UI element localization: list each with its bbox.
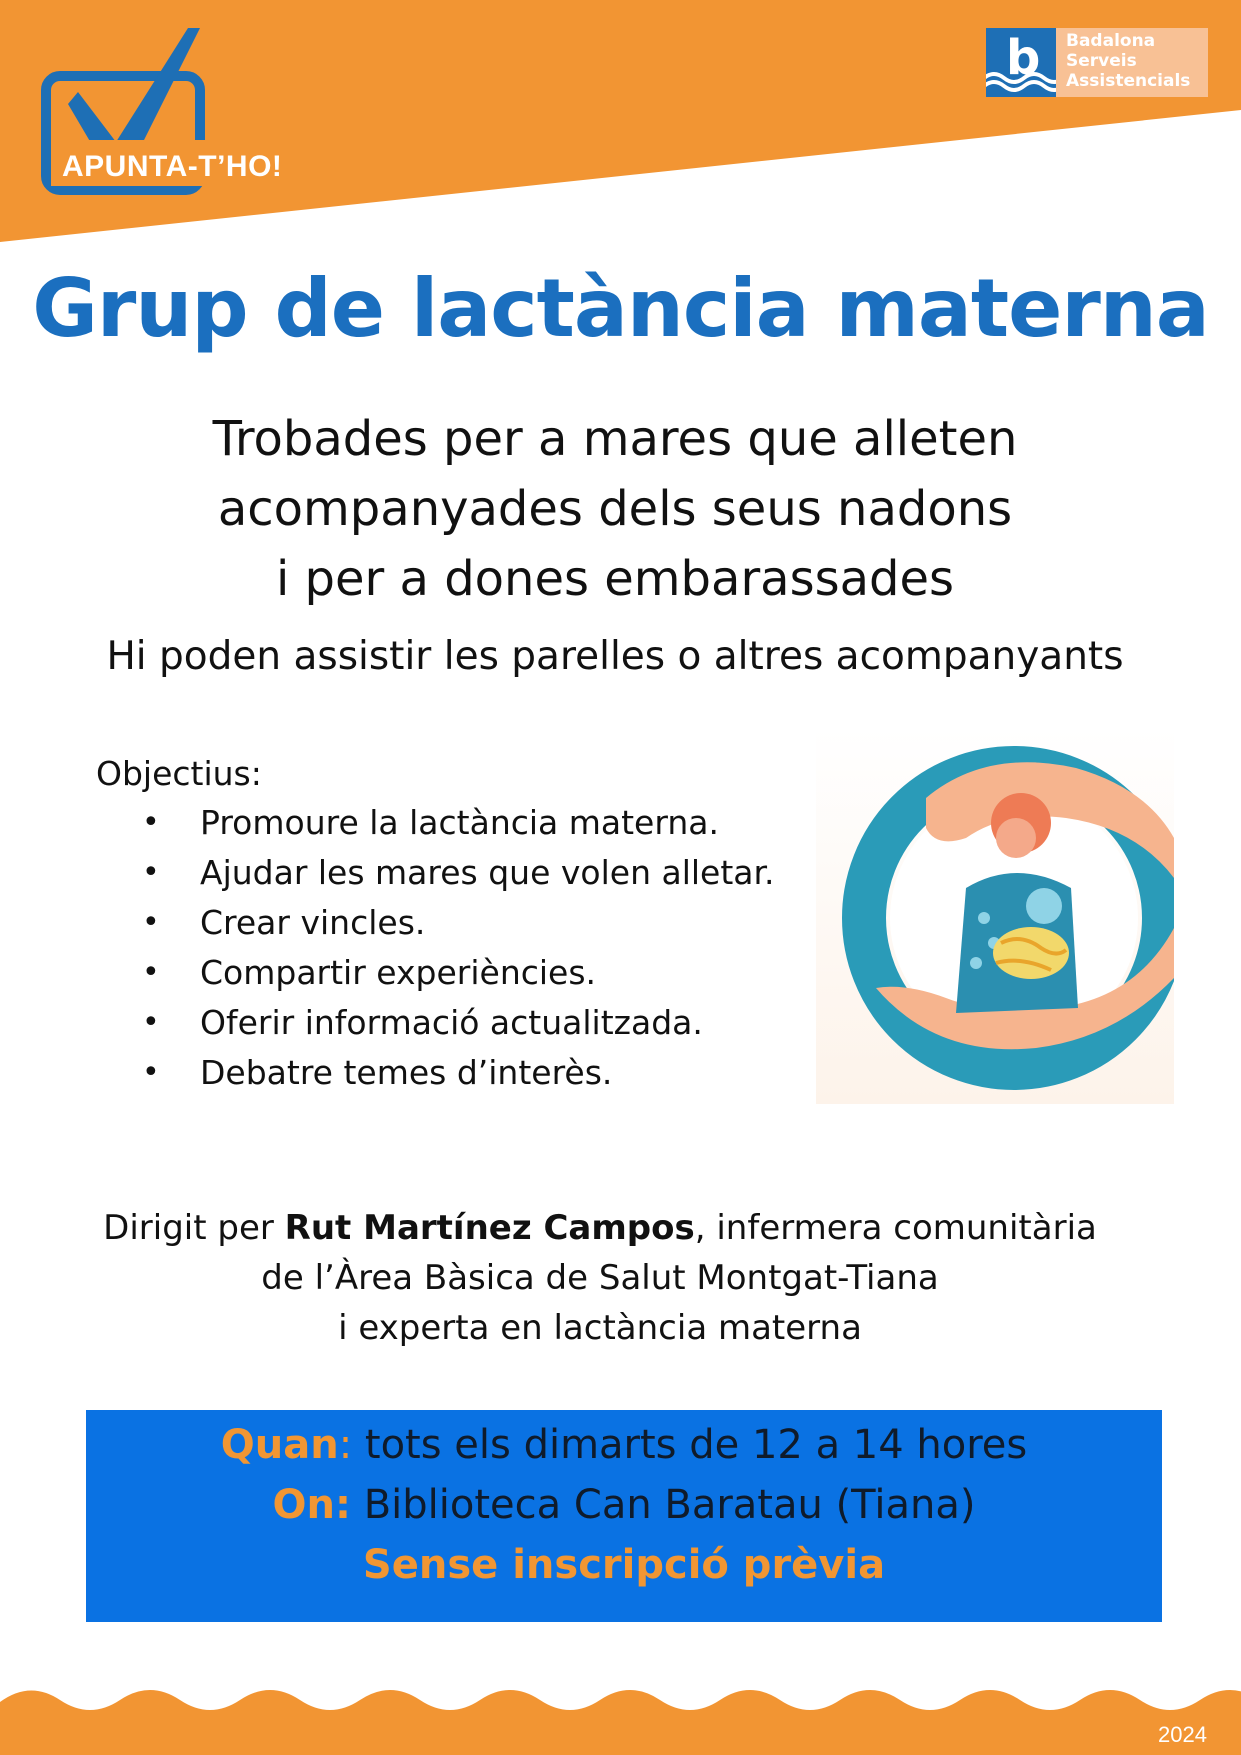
logo-b-mark xyxy=(986,28,1056,97)
bullet-icon: • xyxy=(142,855,160,890)
subtitle-line-2: acompanyades dels seus nadons xyxy=(217,481,1013,537)
bullet-icon: • xyxy=(142,905,160,940)
list-item xyxy=(96,798,816,848)
when-separator: : xyxy=(338,1422,353,1468)
badalona-logo xyxy=(986,28,1208,97)
registration-note: Sense inscripció prèvia xyxy=(362,1542,886,1588)
where-value: Biblioteca Can Baratau (Tiana) xyxy=(351,1482,976,1528)
subtitle xyxy=(0,404,1230,614)
bullet-icon: • xyxy=(142,955,160,990)
list-item xyxy=(96,898,816,948)
when-label: Quan xyxy=(220,1422,339,1468)
objective-text: Crear vincles. xyxy=(200,903,426,942)
logo-letter: b xyxy=(1006,30,1041,86)
logo-line-3: Assistencials xyxy=(1066,71,1191,91)
list-item xyxy=(96,998,816,1048)
logo-line-1: Badalona xyxy=(1066,31,1156,51)
objectives-list xyxy=(96,798,816,1098)
year-label: 2024 xyxy=(1158,1722,1207,1747)
director-suffix: , infermera comunitària xyxy=(694,1208,1097,1248)
where-line xyxy=(86,1482,1162,1528)
footer-wave xyxy=(0,1680,1241,1755)
director-line-2: de l’Àrea Bàsica de Salut Montgat-Tiana xyxy=(261,1258,939,1298)
apunta-label: APUNTA-T’HO! xyxy=(62,150,283,183)
bullet-icon: • xyxy=(142,805,160,840)
director-line-1 xyxy=(0,1203,1200,1253)
where-label: On: xyxy=(272,1482,352,1528)
list-item xyxy=(96,1048,816,1098)
objectives-section xyxy=(96,750,816,1098)
director-prefix: Dirigit per xyxy=(103,1208,285,1248)
list-item xyxy=(96,848,816,898)
subtitle-line-1: Trobades per a mares que alleten xyxy=(212,411,1018,467)
bullet-icon: • xyxy=(142,1005,160,1040)
objective-text: Ajudar les mares que volen alletar. xyxy=(200,853,775,892)
objectives-heading: Objectius: xyxy=(96,754,262,793)
objective-text: Oferir informació actualitzada. xyxy=(200,1003,703,1042)
logo-text xyxy=(1066,31,1190,91)
objective-text: Debatre temes d’interès. xyxy=(200,1053,613,1092)
subtitle-line-3: i per a dones embarassades xyxy=(275,551,955,607)
when-line xyxy=(86,1422,1162,1468)
schedule-box xyxy=(86,1410,1162,1622)
objective-text: Compartir experiències. xyxy=(200,953,597,992)
bullet-icon: • xyxy=(142,1055,160,1090)
list-item xyxy=(96,948,816,998)
breastfeeding-mother-illustration xyxy=(816,728,1174,1104)
director-name: Rut Martínez Campos xyxy=(284,1208,695,1248)
logo-line-2: Serveis xyxy=(1066,51,1137,71)
objective-text: Promoure la lactància materna. xyxy=(200,803,719,842)
when-value: tots els dimarts de 12 a 14 hores xyxy=(352,1422,1028,1468)
director-info xyxy=(0,1203,1200,1353)
wave-icon xyxy=(986,28,1056,97)
page-title: Grup de lactància materna xyxy=(32,262,1209,355)
partners-text: Hi poden assistir les parelles o altres acompanyants xyxy=(106,634,1124,679)
director-line-3: i experta en lactància materna xyxy=(338,1308,862,1348)
